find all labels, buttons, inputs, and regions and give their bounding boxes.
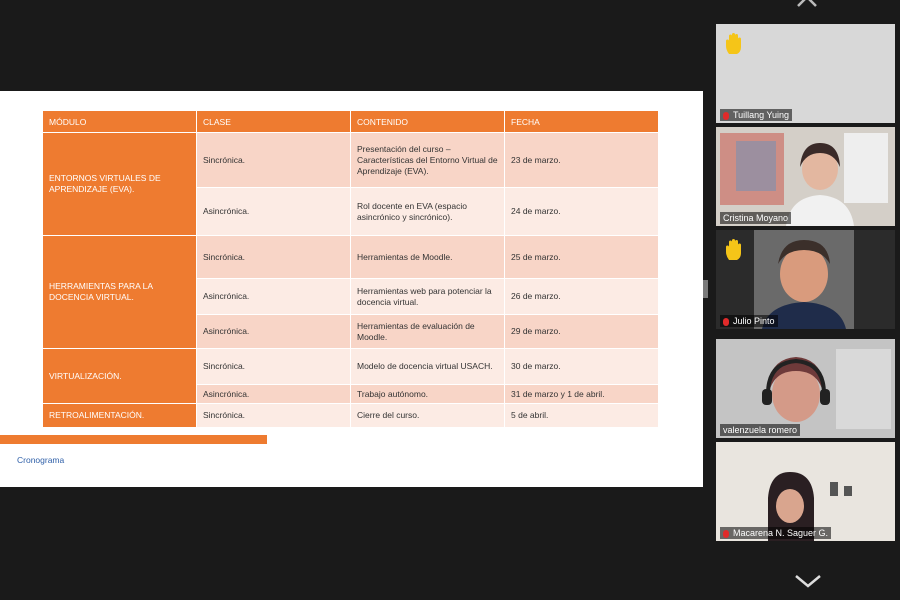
fecha-cell: 31 de marzo y 1 de abril. xyxy=(505,385,659,404)
raised-hand-icon xyxy=(724,238,746,262)
participant-name: valenzuela romero xyxy=(720,424,800,436)
contenido-cell: Modelo de docencia virtual USACH. xyxy=(351,349,505,385)
clase-cell: Sincrónica. xyxy=(197,404,351,428)
schedule-table xyxy=(42,110,659,428)
clase-cell: Asincrónica. xyxy=(197,188,351,236)
fecha-cell: 26 de marzo. xyxy=(505,279,659,315)
header-contenido: CONTENIDO xyxy=(351,111,505,133)
module-cell: ENTORNOS VIRTUALES DE APRENDIZAJE (EVA). xyxy=(43,133,197,236)
fecha-cell: 30 de marzo. xyxy=(505,349,659,385)
table-row xyxy=(43,236,659,279)
participant-name: Cristina Moyano xyxy=(720,212,791,224)
clase-cell: Sincrónica. xyxy=(197,236,351,279)
contenido-cell: Presentación del curso – Características del Entorno Virtual de Aprendizaje (EVA). xyxy=(351,133,505,188)
fecha-cell: 29 de marzo. xyxy=(505,315,659,349)
chevron-up-icon[interactable] xyxy=(795,0,819,8)
mic-muted-icon xyxy=(723,318,729,326)
header-fecha: FECHA xyxy=(505,111,659,133)
fecha-cell: 25 de marzo. xyxy=(505,236,659,279)
fecha-cell: 24 de marzo. xyxy=(505,188,659,236)
fecha-cell: 23 de marzo. xyxy=(505,133,659,188)
participant-tile[interactable] xyxy=(716,24,895,123)
contenido-cell: Herramientas de evaluación de Moodle. xyxy=(351,315,505,349)
clase-cell: Asincrónica. xyxy=(197,279,351,315)
participant-name: Tuillang Yuing xyxy=(720,109,792,121)
participant-tile-active[interactable] xyxy=(716,127,895,226)
chevron-down-icon[interactable] xyxy=(793,573,823,589)
module-cell: HERRAMIENTAS PARA LA DOCENCIA VIRTUAL. xyxy=(43,236,197,349)
mic-muted-icon xyxy=(723,530,729,538)
table-row xyxy=(43,349,659,385)
participant-name: Macarena N. Saguer G. xyxy=(720,527,831,539)
module-cell: VIRTUALIZACIÓN. xyxy=(43,349,197,404)
contenido-cell: Trabajo autónomo. xyxy=(351,385,505,404)
shared-screen-slide xyxy=(0,91,703,487)
module-cell: RETROALIMENTACIÓN. xyxy=(43,404,197,428)
slide-caption: Cronograma xyxy=(17,455,65,465)
accent-bar xyxy=(0,435,267,444)
contenido-cell: Herramientas de Moodle. xyxy=(351,236,505,279)
contenido-cell: Rol docente en EVA (espacio asincrónico y sincrónico). xyxy=(351,188,505,236)
participant-tile[interactable] xyxy=(716,442,895,541)
participant-tile[interactable] xyxy=(716,339,895,438)
clase-cell: Sincrónica. xyxy=(197,133,351,188)
mic-muted-icon xyxy=(723,112,729,120)
table-row xyxy=(43,133,659,188)
participant-name: Julio Pinto xyxy=(720,315,778,327)
participant-tile[interactable] xyxy=(716,230,895,329)
header-clase: CLASE xyxy=(197,111,351,133)
contenido-cell: Cierre del curso. xyxy=(351,404,505,428)
clase-cell: Asincrónica. xyxy=(197,315,351,349)
table-row xyxy=(43,404,659,428)
fecha-cell: 5 de abril. xyxy=(505,404,659,428)
clase-cell: Sincrónica. xyxy=(197,349,351,385)
clase-cell: Asincrónica. xyxy=(197,385,351,404)
scroll-handle[interactable] xyxy=(703,280,708,298)
contenido-cell: Herramientas web para potenciar la docencia virtual. xyxy=(351,279,505,315)
header-modulo: MÓDULO xyxy=(43,111,197,133)
raised-hand-icon xyxy=(724,32,746,56)
table-header-row xyxy=(43,111,659,133)
